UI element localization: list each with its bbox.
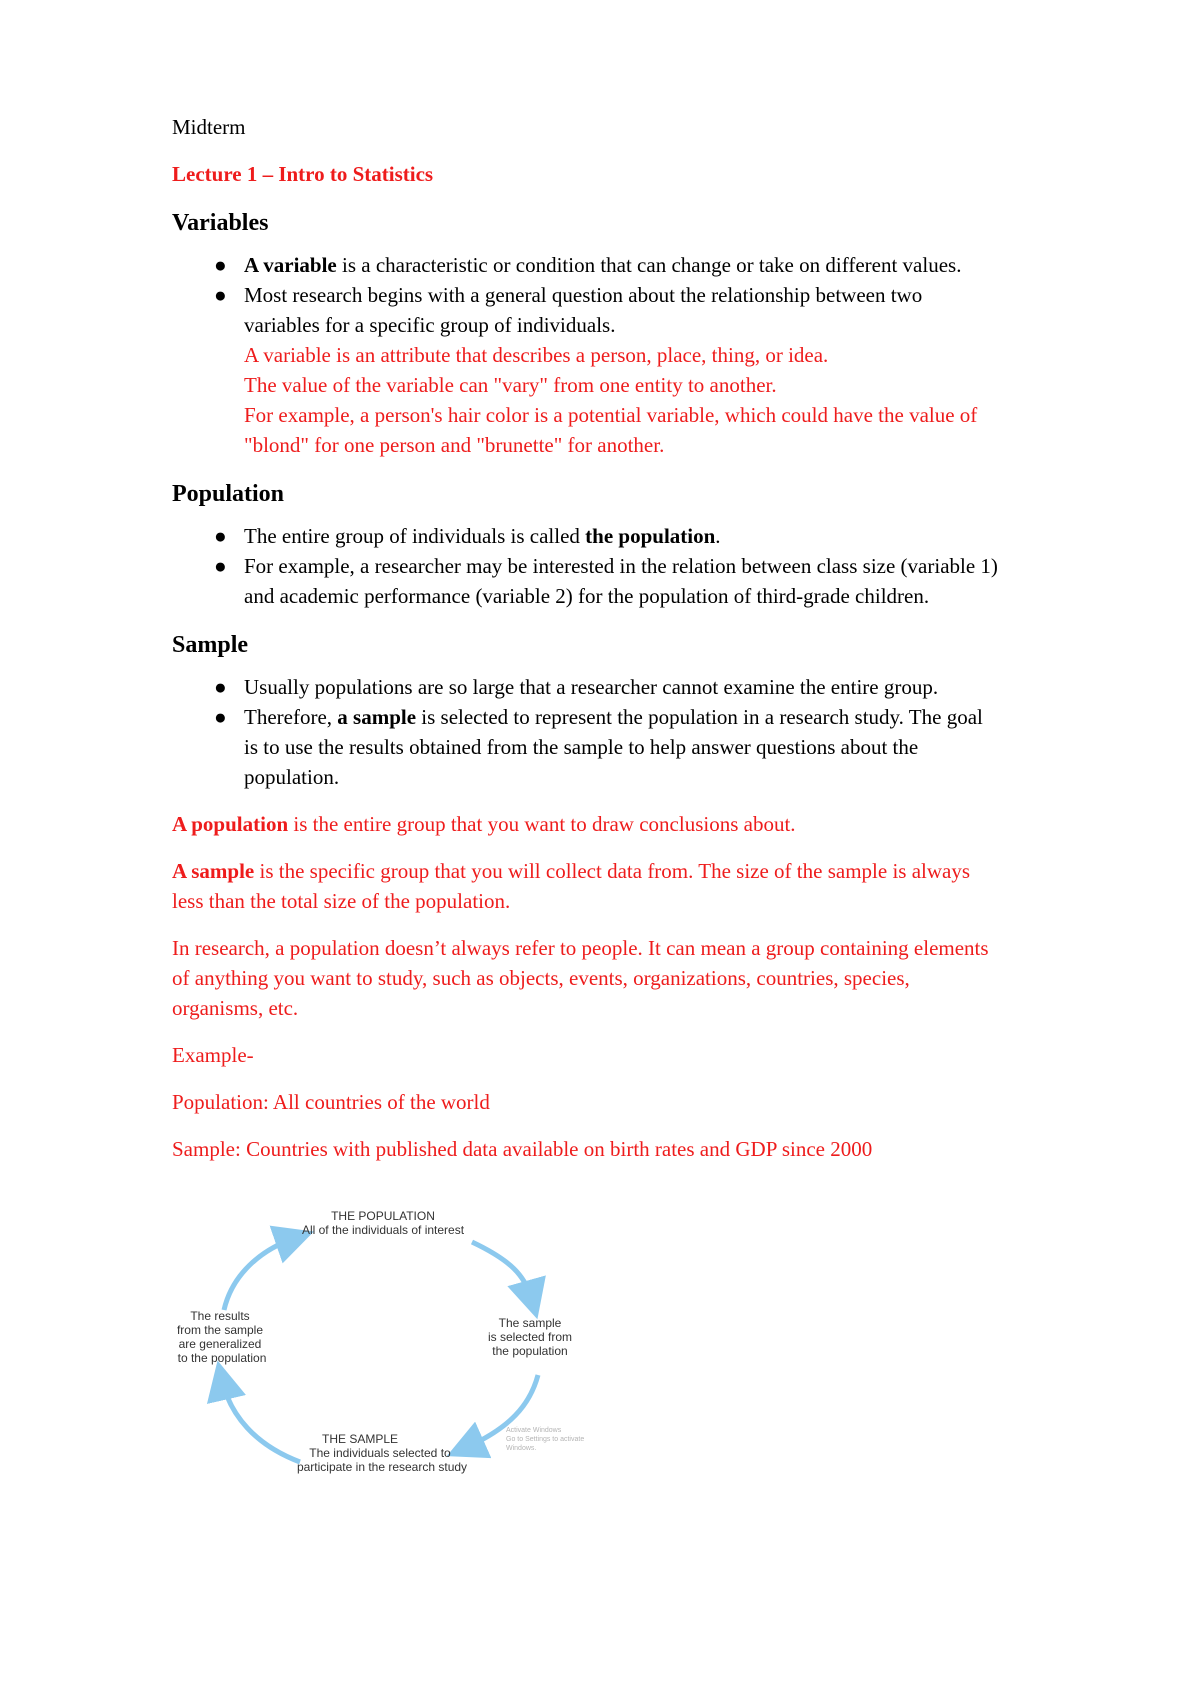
cycle-arrows <box>222 1238 538 1462</box>
diagram-bottom-title: THE SAMPLE <box>321 1432 399 1446</box>
list-item: ● Most research begins with a general question about the relationship between two variables for a specific group of individuals. A variable is an attribute that describes a person, place, thing, or idea. The value of the variable can "vary" from one entity to another. For example, a person's hair color is a potential variable, which could have the value of "blond" for one person and "brunette" for another. <box>172 280 1132 460</box>
list-item: ● The entire group of individuals is called the population. <box>172 521 1132 551</box>
list-item: ● A variable is a characteristic or condition that can change or take on different values. <box>172 250 1132 280</box>
bullet-icon: ● <box>214 675 227 699</box>
bullet-icon: ● <box>214 253 227 277</box>
research-note: In research, a population doesn’t always refer to people. It can mean a group containing elements of anything you want to study, such as objects, events, organizations, countries, species, organisms, etc. <box>172 936 989 1020</box>
diagram-right-label: the population <box>492 1344 568 1358</box>
lecture-heading: Lecture 1 – Intro to Statistics <box>172 162 434 186</box>
red-note: A variable is an attribute that describes a person, place, thing, or idea. <box>244 343 829 367</box>
diagram-left-label: from the sample <box>176 1323 264 1337</box>
bullet-icon: ● <box>214 524 227 548</box>
bullet-icon: ● <box>214 554 227 578</box>
red-note: "blond" for one person and "brunette" for another. <box>244 433 665 457</box>
list-item: ● Usually populations are so large that a researcher cannot examine the entire group. <box>172 672 1132 702</box>
diagram-left-label: to the population <box>177 1351 267 1365</box>
diagram-top-title: THE POPULATION <box>331 1209 435 1223</box>
watermark-text: Windows. <box>506 1445 537 1452</box>
example-sample: Sample: Countries with published data available on birth rates and GDP since 2000 <box>172 1137 873 1161</box>
red-note: The value of the variable can "vary" from one entity to another. <box>244 373 777 397</box>
diagram-right-label: The sample <box>498 1316 562 1330</box>
population-list <box>172 521 1132 611</box>
population-sample-diagram <box>170 1200 590 1500</box>
cycle-diagram-svg <box>170 1200 590 1500</box>
red-note: For example, a person's hair color is a potential variable, which could have the value of <box>244 403 978 427</box>
arrow-population-to-sample <box>472 1242 532 1300</box>
diagram-top-subtitle: All of the individuals of interest <box>301 1223 465 1237</box>
diagram-left-label: The results <box>190 1309 250 1323</box>
watermark-text: Go to Settings to activate <box>506 1436 585 1443</box>
arrow-to-generalize <box>222 1380 300 1462</box>
example-label: Example- <box>172 1043 254 1067</box>
population-definition: A population is the entire group that you want to draw conclusions about. <box>172 812 796 836</box>
watermark-text: Activate Windows <box>506 1427 562 1434</box>
diagram-left-label: are generalized <box>178 1337 262 1351</box>
population-heading: Population <box>172 481 285 507</box>
variables-heading: Variables <box>172 210 269 236</box>
sample-definition: A sample is the specific group that you will collect data from. The size of the sample is always less than the total size of the population. <box>172 859 971 913</box>
arrow-generalized-to-population <box>224 1238 295 1310</box>
bullet-icon: ● <box>214 283 227 307</box>
diagram-bottom-label: participate in the research study <box>296 1460 468 1474</box>
example-population: Population: All countries of the world <box>172 1090 490 1114</box>
sample-heading: Sample <box>172 632 249 658</box>
variables-list <box>172 250 1132 460</box>
bullet-icon: ● <box>214 705 227 729</box>
list-item: ● For example, a researcher may be interested in the relation between class size (variable 1) and academic performance (variable 2) for the population of third-grade children. <box>172 551 1132 611</box>
document-page <box>172 112 1132 1164</box>
diagram-bottom-label: The individuals selected to <box>309 1446 451 1460</box>
list-item: ● Therefore, a sample is selected to represent the population in a research study. The goal is to use the results obtained from the sample to help answer questions about the population. <box>172 702 1132 792</box>
document-title: Midterm <box>172 115 246 139</box>
diagram-right-label: is selected from <box>487 1330 573 1344</box>
sample-list <box>172 672 1132 792</box>
